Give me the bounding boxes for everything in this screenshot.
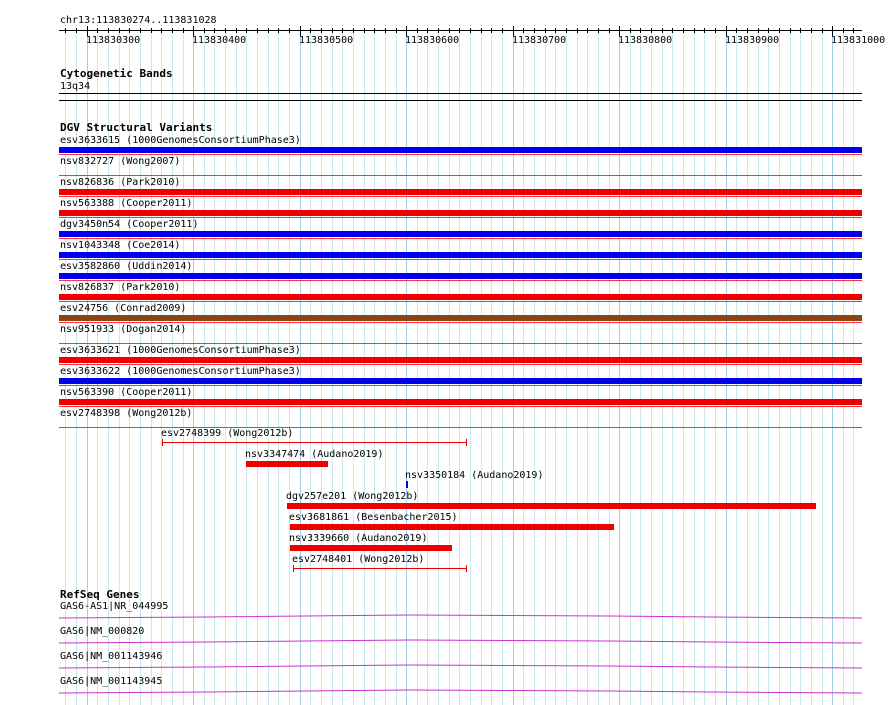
dgv-variant-label[interactable]: esv3633615 (1000GenomesConsortiumPhase3): [60, 135, 301, 146]
dgv-feature-label[interactable]: nsv3347474 (Audano2019): [245, 449, 384, 460]
dgv-variant-label[interactable]: esv24756 (Conrad2009): [60, 303, 187, 314]
ruler-tick-label: 113830900: [725, 35, 780, 46]
dgv-feature-label[interactable]: esv2748399 (Wong2012b): [161, 428, 294, 439]
dgv-variant-label[interactable]: esv3633621 (1000GenomesConsortiumPhase3): [60, 345, 301, 356]
ruler-tick-label: 113830600: [405, 35, 460, 46]
ruler-tick-label: 113830400: [192, 35, 247, 46]
refseq-gene-label[interactable]: GAS6-AS1|NR_044995: [60, 601, 169, 612]
dgv-variant-label[interactable]: nsv832727 (Wong2007): [60, 156, 181, 167]
ruler-tick-label: 113830700: [512, 35, 567, 46]
dgv-variant-label[interactable]: nsv826837 (Park2010): [60, 282, 181, 293]
refseq-gene-label[interactable]: GAS6|NM_001143945: [60, 676, 163, 687]
dgv-variant-label[interactable]: dgv3450n54 (Cooper2011): [60, 219, 199, 230]
refseq-gene-line[interactable]: [59, 640, 862, 643]
refseq-gene-line[interactable]: [59, 690, 862, 693]
ruler-tick-label: 113830300: [86, 35, 141, 46]
dgv-variant-label[interactable]: nsv826836 (Park2010): [60, 177, 181, 188]
dgv-variant-label[interactable]: esv3633622 (1000GenomesConsortiumPhase3): [60, 366, 301, 377]
dgv-variant-label[interactable]: nsv563388 (Cooper2011): [60, 198, 193, 209]
dgv-variant-label[interactable]: esv2748398 (Wong2012b): [60, 408, 193, 419]
refseq-gene-label[interactable]: GAS6|NM_000820: [60, 626, 145, 637]
cytoband-track-title[interactable]: Cytogenetic Bands: [60, 67, 173, 80]
location-label: chr13:113830274..113831028: [60, 15, 217, 26]
refseq-track-title[interactable]: RefSeq Genes: [60, 588, 140, 601]
dgv-variant-label[interactable]: nsv1043348 (Coe2014): [60, 240, 181, 251]
ruler-tick-label: 113830500: [299, 35, 354, 46]
dgv-feature-label[interactable]: nsv3350184 (Audano2019): [405, 470, 544, 481]
cytoband-label[interactable]: 13q34: [60, 81, 91, 92]
dgv-feature-label[interactable]: esv2748401 (Wong2012b): [292, 554, 425, 565]
dgv-variant-label[interactable]: esv3582860 (Uddin2014): [60, 261, 193, 272]
dgv-feature-label[interactable]: dgv257e201 (Wong2012b): [286, 491, 419, 502]
dgv-feature-label[interactable]: nsv3339660 (Audano2019): [289, 533, 428, 544]
dgv-track-title[interactable]: DGV Structural Variants: [60, 121, 213, 134]
refseq-gene-line[interactable]: [59, 665, 862, 668]
refseq-gene-label[interactable]: GAS6|NM_001143946: [60, 651, 163, 662]
dgv-variant-label[interactable]: nsv563390 (Cooper2011): [60, 387, 193, 398]
ruler-tick-label: 113831000: [831, 35, 886, 46]
dgv-feature-label[interactable]: esv3681861 (Besenbacher2015): [289, 512, 458, 523]
dgv-variant-label[interactable]: nsv951933 (Dogan2014): [60, 324, 187, 335]
ruler-tick-label: 113830800: [618, 35, 673, 46]
refseq-gene-line[interactable]: [59, 615, 862, 618]
